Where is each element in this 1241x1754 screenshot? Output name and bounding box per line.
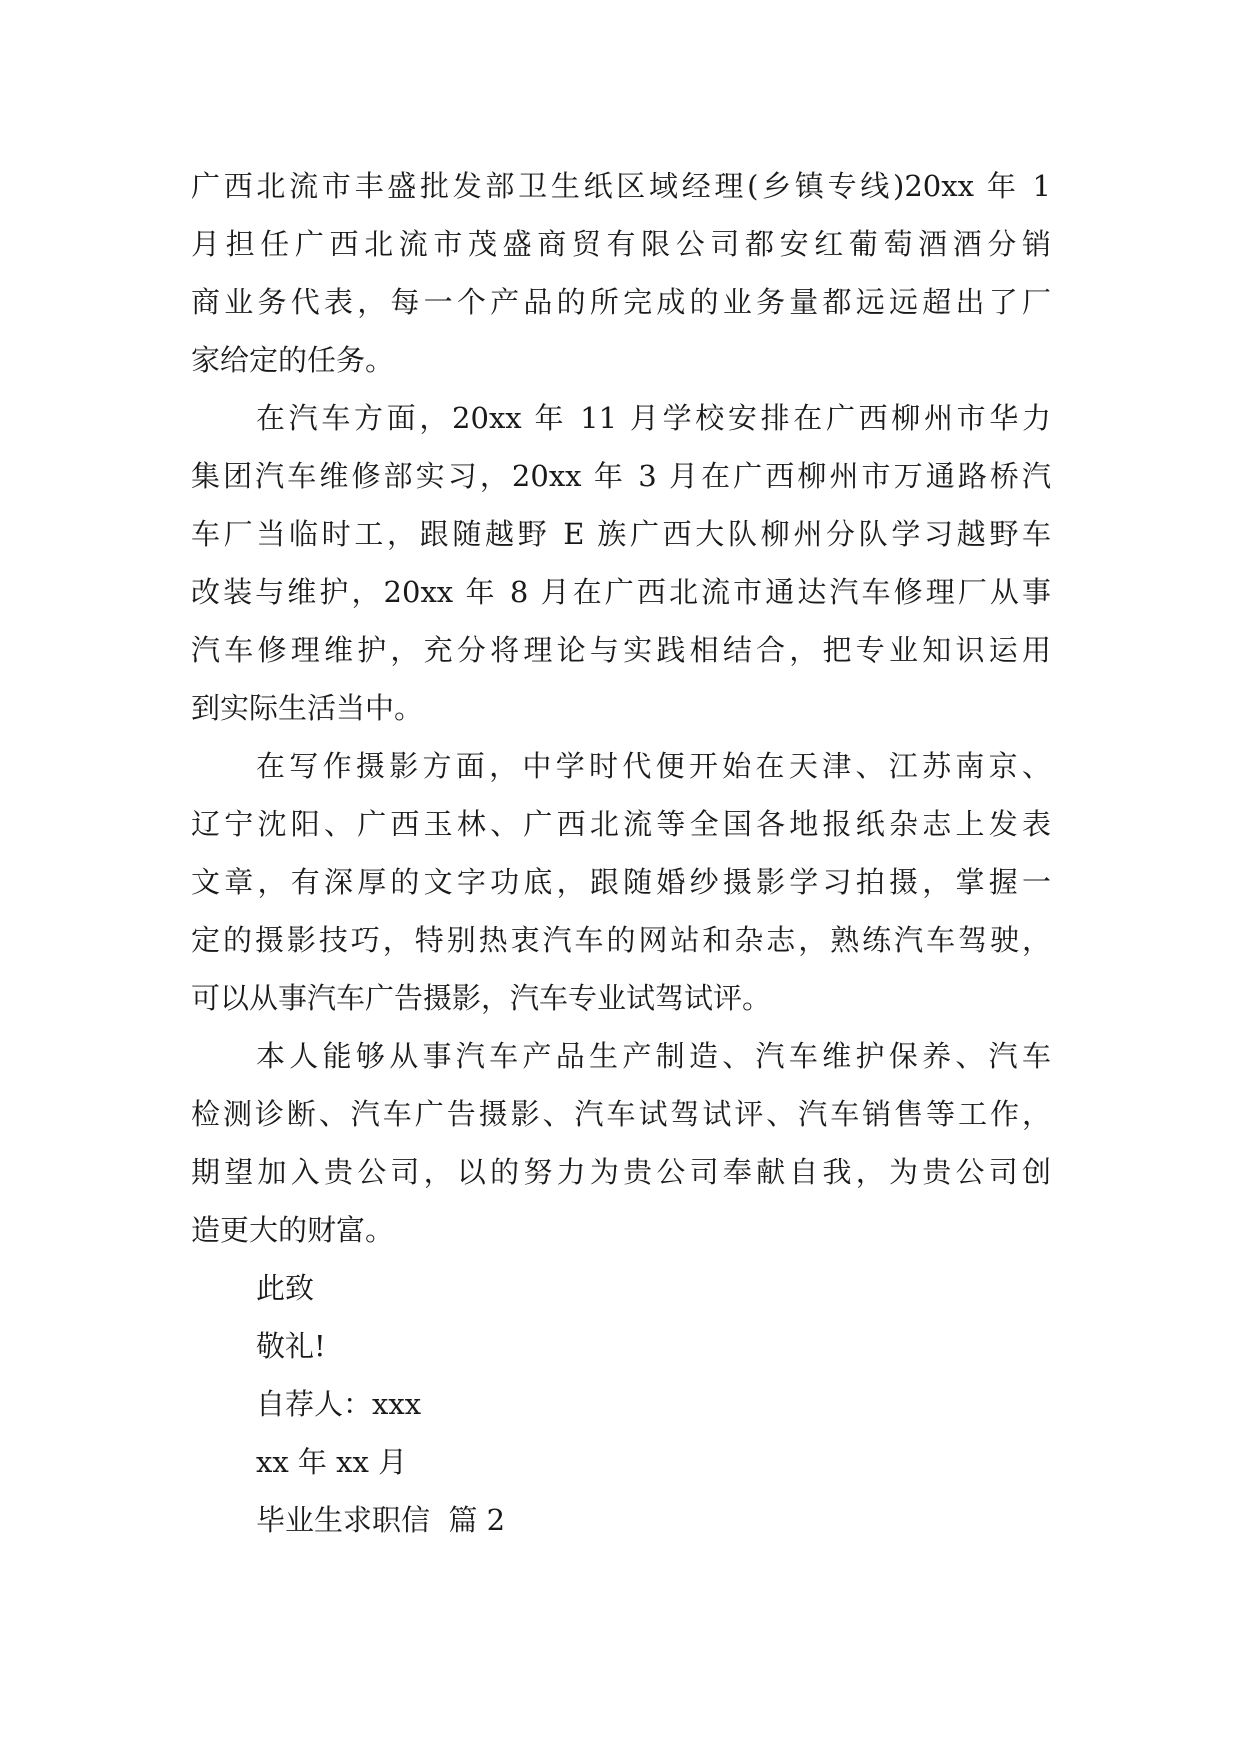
signer: 自荐人：xxx: [256, 1387, 422, 1421]
text-line: 改装与维护，20xx 年 8 月在广西北流市通达汽车修理厂从事: [191, 575, 1051, 609]
text-line: 在汽车方面，20xx 年 11 月学校安排在广西柳州市华力: [256, 401, 1051, 435]
text-line: 商业务代表，每一个产品的所完成的业务量都远远超出了厂: [191, 285, 1051, 319]
text-line: 本人能够从事汽车产品生产制造、汽车维护保养、汽车: [256, 1039, 1051, 1073]
text-line: 造更大的财富。: [191, 1213, 395, 1247]
text-line: 广西北流市丰盛批发部卫生纸区域经理(乡镇专线)20xx 年 1: [191, 169, 1051, 203]
text-line: 辽宁沈阳、广西玉林、广西北流等全国各地报纸杂志上发表: [191, 807, 1051, 841]
letter-body: [191, 157, 1051, 1549]
text-line: 集团汽车维修部实习，20xx 年 3 月在广西柳州市万通路桥汽: [191, 459, 1051, 493]
regards: 敬礼!: [256, 1329, 326, 1363]
paragraph: [191, 157, 1051, 389]
text-line: 可以从事汽车广告摄影，汽车专业试驾试评。: [191, 981, 772, 1015]
text-line: 到实际生活当中。: [191, 691, 424, 725]
salutation: 此致: [256, 1271, 315, 1305]
text-line: 汽车修理维护，充分将理论与实践相结合，把专业知识运用: [191, 633, 1051, 667]
text-line: 检测诊断、汽车广告摄影、汽车试驾试评、汽车销售等工作，: [191, 1097, 1051, 1131]
text-line: 期望加入贵公司，以的努力为贵公司奉献自我，为贵公司创: [191, 1155, 1051, 1189]
next-section-title: 毕业生求职信 篇 2: [256, 1503, 506, 1537]
paragraph: [191, 1027, 1051, 1259]
text-line: 车厂当临时工，跟随越野 E 族广西大队柳州分队学习越野车: [191, 517, 1051, 551]
text-line: 家给定的任务。: [191, 343, 395, 377]
text-line: 定的摄影技巧，特别热衷汽车的网站和杂志，熟练汽车驾驶，: [191, 923, 1051, 957]
letter-closing: [191, 1259, 1051, 1549]
paragraph: [191, 737, 1051, 1027]
paragraph: [191, 389, 1051, 737]
text-line: 月担任广西北流市茂盛商贸有限公司都安红葡萄酒酒分销: [191, 227, 1051, 261]
date: xx 年 xx 月: [256, 1445, 408, 1479]
text-line: 文章，有深厚的文字功底，跟随婚纱摄影学习拍摄，掌握一: [191, 865, 1051, 899]
text-line: 在写作摄影方面，中学时代便开始在天津、江苏南京、: [256, 749, 1051, 783]
